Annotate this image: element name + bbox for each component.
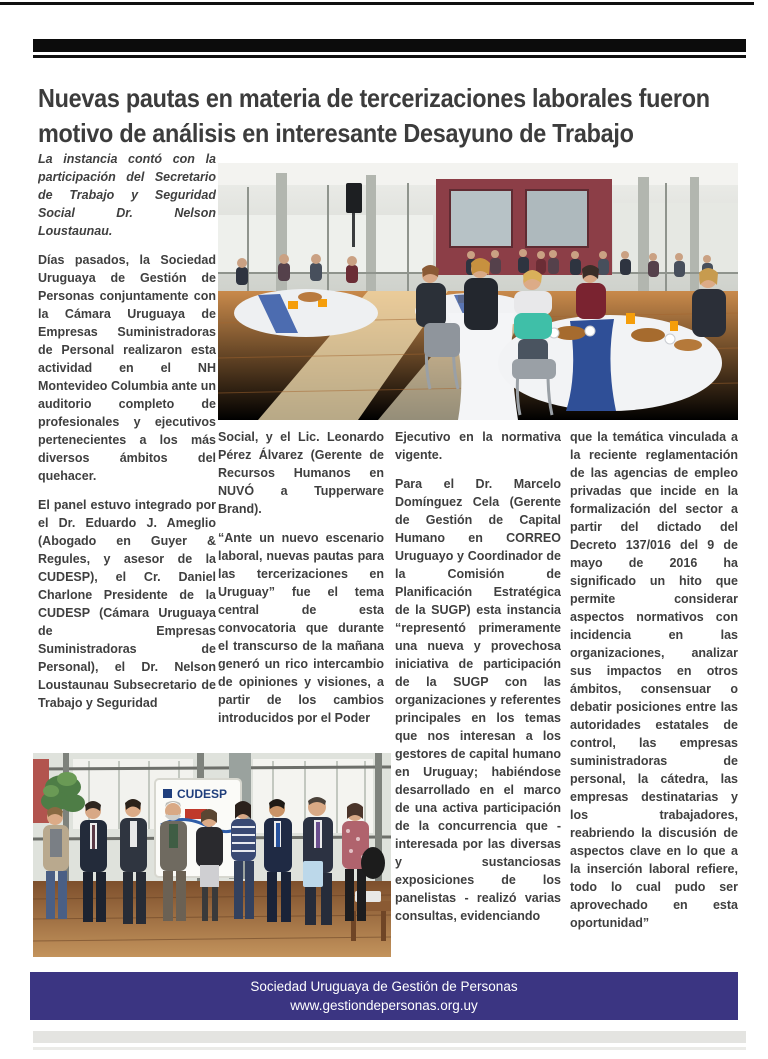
cudesp-banner-text: CUDESP xyxy=(177,787,228,801)
headline-line-2: motivo de análisis en interesante Desayuno de Trabajo xyxy=(38,118,634,149)
article-column-2 xyxy=(218,428,384,738)
top-edge-rule xyxy=(0,2,754,5)
page-title xyxy=(38,81,758,151)
group-photo xyxy=(33,753,391,957)
footer-org-name: Sociedad Uruguaya de Gestión de Personas xyxy=(250,979,518,994)
headline-line-1: Nuevas pautas en materia de tercerizaciones laborales fueron xyxy=(38,83,710,114)
paragraph: Para el Dr. Marcelo Domínguez Cela (Gerente de Gestión de Capital Humano en CORREO Uruguayo y Coordinador de la Comisión de Planificación Estratégica de la SUGP) esta instancia “representó primeramente una nueva y provechosa iniciativa de participación de la SUGP con las organizaciones y referentes principales en los temas que nos interesan a los gestores de capital humano en Uruguay; habiéndose desarrollado en el marco de una activa participación de la concurrencia que - interesada por las diversas y sustanciosas exposiciones de los panelistas - realizó varias consultas, evidenciando xyxy=(395,477,561,923)
article-column-1 xyxy=(38,150,216,723)
paragraph: que la temática vinculada a la reciente reglamentación de las agencias de empleo privadas que incide en la formalización del sector a partir del dictado del Decreto 137/016 del 9 de mayo de 2016 ha significado un hito que permite considerar aspectos normativos con incidencia en las organizaciones, analizar sus impactos en otros ámbitos, consensuar o debatir posiciones entre las autoridades estatales de control, las empresas suministradoras de personal, la cátedra, las empresas destinatarias y los trabajadores, reabriendo la discusión de aspectos clave en lo que a la inserción laboral refiere, todo lo cual pudo ser aprovechado en esta oportunidad” xyxy=(570,430,738,930)
header-thick-bar xyxy=(33,39,746,52)
footer-thick-bar-faded xyxy=(33,1031,746,1043)
footer-website: www.gestiondepersonas.org.uy xyxy=(290,998,478,1013)
footer-banner xyxy=(30,972,738,1020)
conference-photo xyxy=(218,163,738,420)
footer-thin-rule-faded xyxy=(33,1047,746,1050)
article-column-3 xyxy=(395,428,561,936)
paragraph: El panel estuvo integrado por el Dr. Eduardo J. Ameglio (Abogado en Guyer & Regules, y asesor de la CUDESP), el Cr. Daniel Charlone Presidente de la CUDESP (Cámara Uruguaya de Empresas Suministradoras de Personal), el Dr. Nelson Loustaunau Subsecretario de Trabajo y Seguridad xyxy=(38,498,216,710)
paragraph: “Ante un nuevo escenario laboral, nuevas pautas para las tercerizaciones en Uruguay” fue el tema central de esta convocatoria que durante el transcurso de la mañana generó un rico intercambio de opiniones y visiones, a partir de los cambios introducidos por el Poder xyxy=(218,531,384,725)
header-thin-rule xyxy=(33,55,746,58)
paragraph: Días pasados, la Sociedad Uruguaya de Gestión de Personas conjuntamente con la Cámara Uruguaya de Empresas Suministradoras de Personal realizaron esta actividad en el NH Montevideo Columbia ante un auditorio completo de profesionales y ejecutivos pertenecientes a los más diversos ámbitos del quehacer. xyxy=(38,253,216,483)
article-column-4 xyxy=(570,428,738,943)
lead-paragraph: La instancia contó con la participación del Secretario de Trabajo y Seguridad Social Dr. Nelson Loustaunau. xyxy=(38,152,216,238)
paragraph: Social, y el Lic. Leonardo Pérez Álvarez (Gerente de Recursos Humanos en NUVÓ a Tupperware Brand). xyxy=(218,430,384,516)
paragraph: Ejecutivo en la normativa vigente. xyxy=(395,430,561,462)
